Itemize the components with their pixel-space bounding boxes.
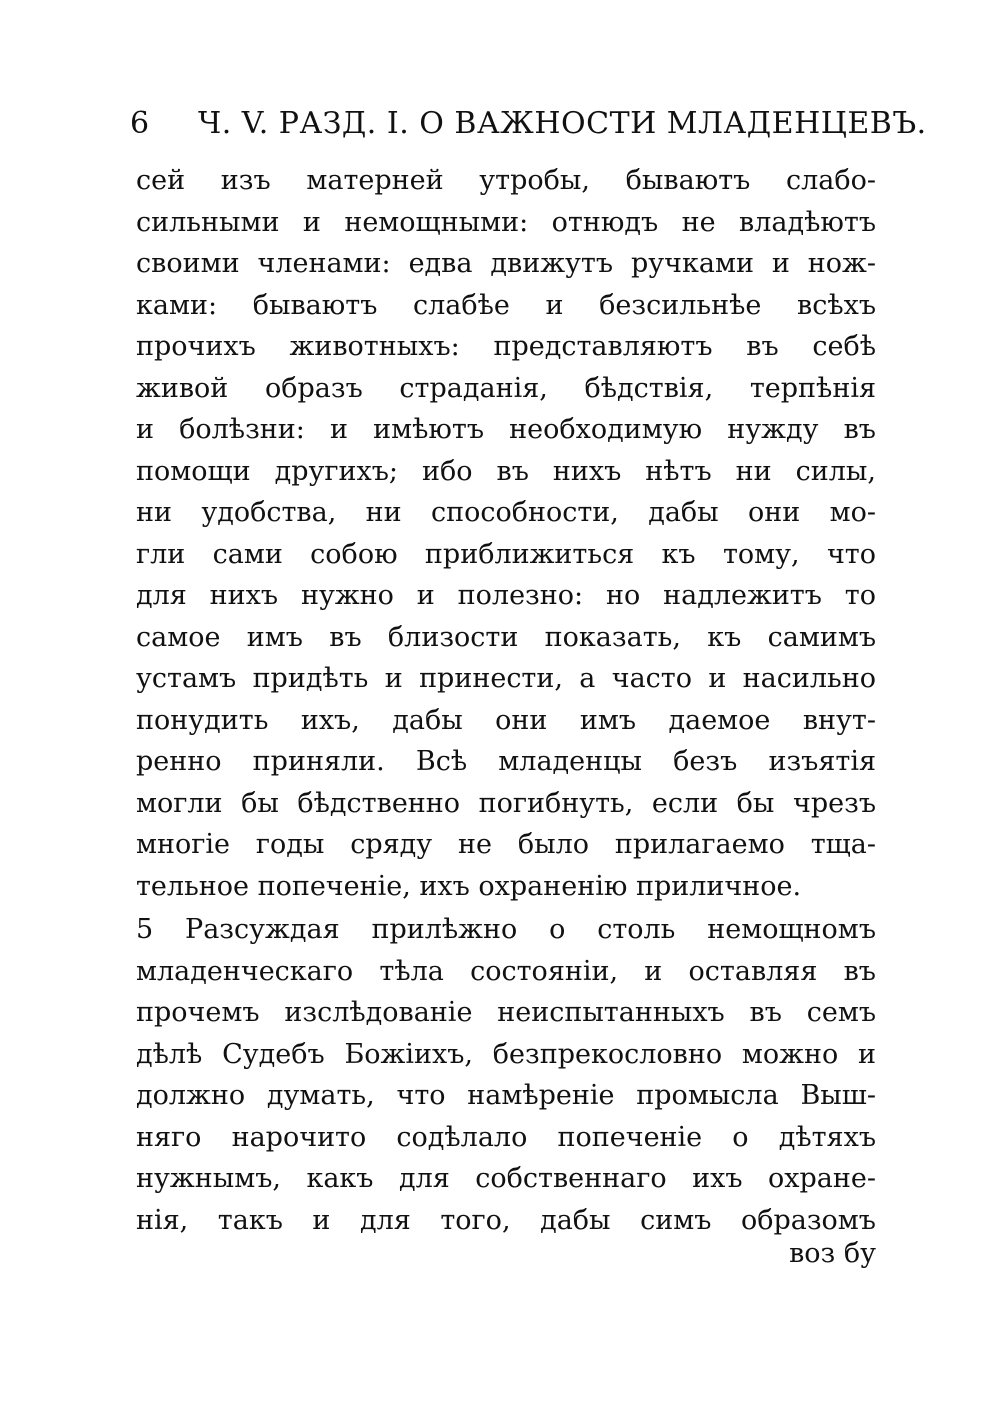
text-line: ни удобства, ни способности, дабы они мо- (136, 497, 876, 528)
text-line: живой образъ страданія, бѣдствія, терпѣнія (136, 372, 876, 404)
catchword: воз бу (789, 1238, 876, 1269)
text-line: должно думать, что намѣреніе промысла Выш- (136, 1080, 876, 1111)
text-line: могли бы бѣдственно погибнуть, если бы чрезъ (136, 787, 876, 819)
text-line: самое имъ въ близости показать, къ самимъ (136, 621, 876, 653)
paragraph-start-line: 5 Разсуждая прилѣжно о столь немощномъ (136, 914, 876, 945)
text-line: помощи другихъ; ибо въ нихъ нѣтъ ни силы, (136, 455, 876, 487)
text-line: нія, такъ и для того, дабы симъ образомъ (136, 1204, 876, 1236)
text-line: устамъ придѣть и принести, а часто и насильно (136, 663, 876, 694)
text-line: няго нарочито содѣлало попеченіе о дѣтяхъ (136, 1121, 876, 1153)
text-line: гли сами собою приближиться къ тому, что (136, 538, 876, 570)
text-line: прочихъ животныхъ: представляютъ въ себѣ (136, 331, 876, 362)
text-line: нужнымъ, какъ для собственнаго ихъ охране- (136, 1163, 876, 1194)
text-line: сильными и немощными: отнюдъ не владѣютъ (136, 206, 876, 238)
text-line: своими членами: едва движутъ ручками и нож- (136, 248, 876, 279)
body-text (136, 160, 876, 1241)
text-line: ками: бываютъ слабѣе и безсильнѣе всѣхъ (136, 289, 876, 321)
text-line: тельное попеченіе, ихъ охраненію приличное. (136, 870, 802, 902)
text-line: сей изъ матерней утробы, бываютъ слабо- (136, 165, 876, 196)
text-line: понудить ихъ, дабы они имъ даемое внут- (136, 704, 876, 736)
text-line: и болѣзни: и имѣютъ необходимую нужду въ (136, 414, 876, 445)
text-line: дѣлѣ Судебъ Божіихъ, безпрекословно можно и (136, 1038, 876, 1070)
page-header (130, 104, 927, 144)
text-line: для нихъ нужно и полезно: но надлежитъ то (136, 580, 876, 611)
page-number: 6 (130, 106, 150, 141)
text-line: прочемъ изслѣдованіе неиспытанныхъ въ семъ (136, 997, 876, 1028)
running-title: Ч. V. РАЗД. I. О ВАЖНОСТИ МЛАДЕНЦЕВЪ. (198, 106, 927, 141)
text-line: младенческаго тѣла состояніи, и оставляя въ (136, 955, 876, 987)
text-line: многіе годы сряду не было прилагаемо тща- (136, 829, 876, 860)
text-line: ренно приняли. Всѣ младенцы безъ изъятія (136, 746, 876, 777)
